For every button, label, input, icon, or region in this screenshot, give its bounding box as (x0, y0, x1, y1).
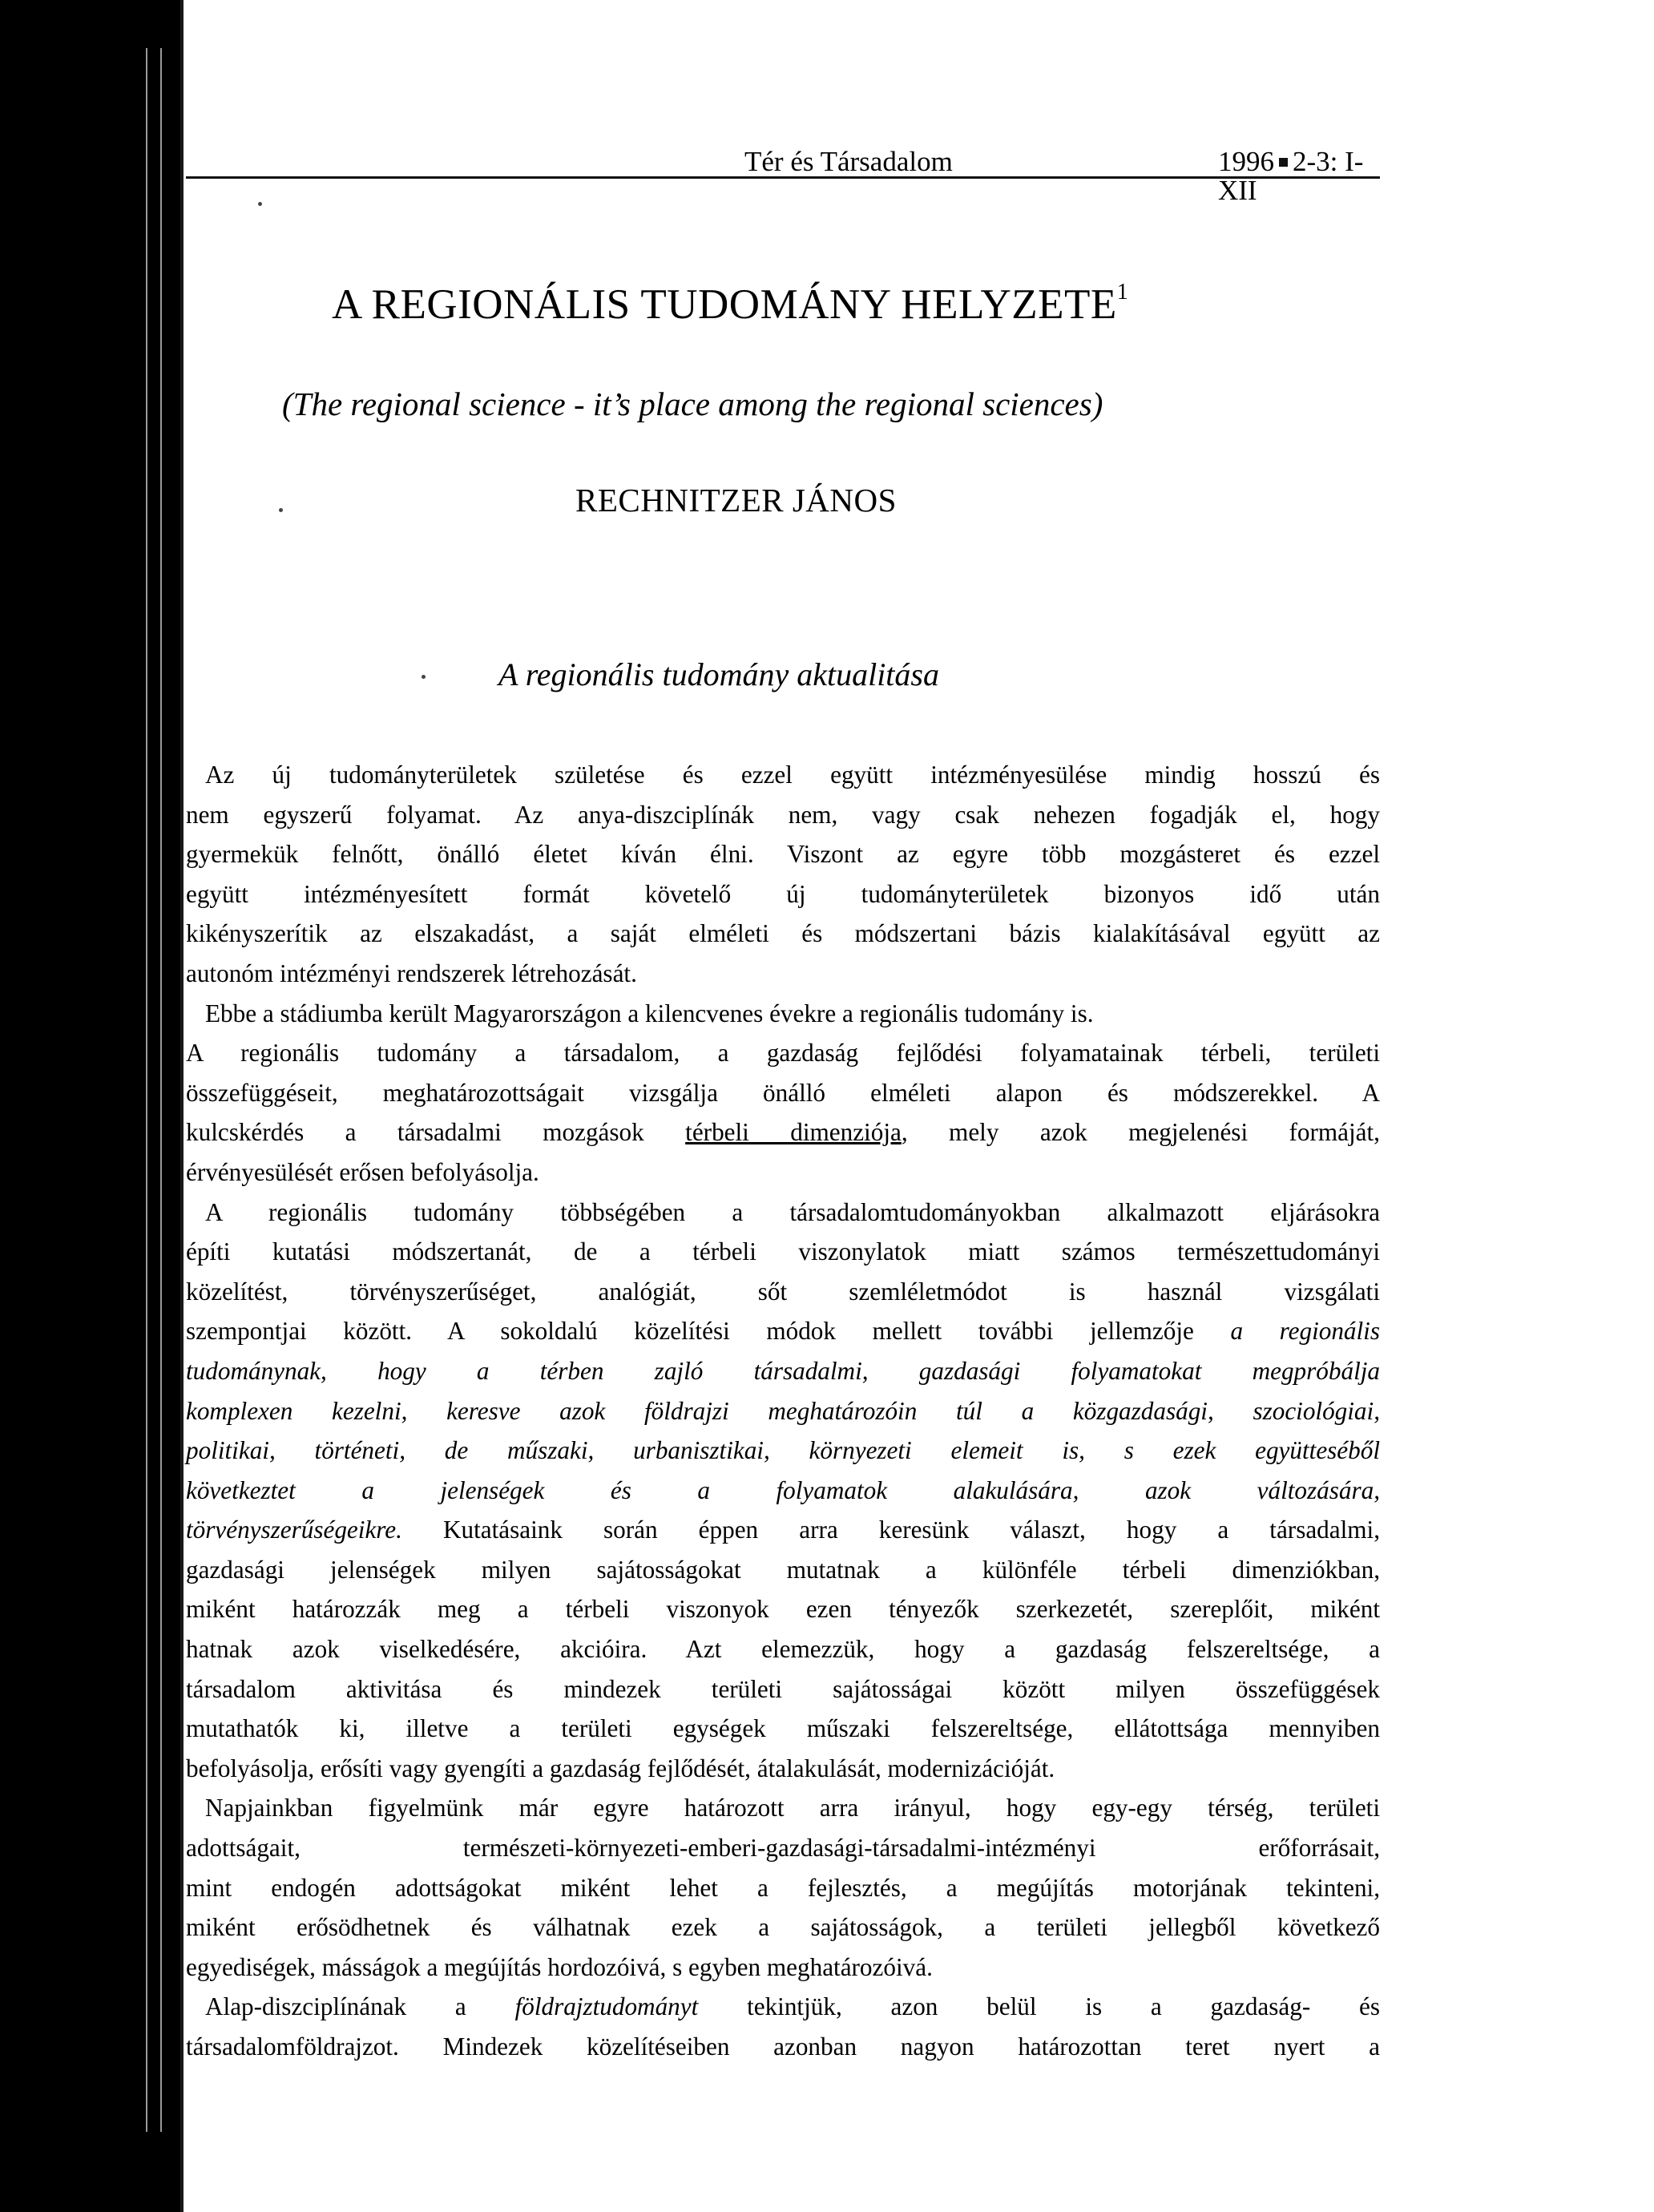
body-line: A regionális tudomány többségében a társadalomtudományokban alkalmazott eljárásokra (205, 1197, 1380, 1226)
square-bullet-icon (1279, 158, 1288, 167)
body-line: építi kutatási módszertanát, de a térbeli viszonylatok miatt számos természettudományi (186, 1237, 1380, 1266)
body-line: Az új tudományterületek születése és ezzel együtt intézményesülése mindig hosszú és (205, 761, 1380, 789)
body-line: A regionális tudomány a társadalom, a gazdaság fejlődési folyamatainak térbeli, területi (186, 1039, 1380, 1068)
body-line (186, 1987, 1380, 2027)
scan-speck (258, 202, 262, 206)
article-title (332, 281, 1128, 329)
italic-phrase: a regionális (1230, 1317, 1380, 1346)
body-line: érvényesülését erősen befolyásolja. (186, 1157, 539, 1186)
body-line: gazdasági jelenségek milyen sajátosságokat mutatnak a különféle térbeli dimenziókban, (186, 1555, 1380, 1584)
text-run: , mely azok megjelenési formáját, (901, 1118, 1380, 1147)
text-run: szempontjai között. A sokoldalú közelítési módok mellett további jellemzője (186, 1317, 1231, 1346)
footnote-ref: 1 (1116, 280, 1129, 305)
scan-line (146, 48, 147, 2132)
text-run: kulcskérdés a társadalmi mozgások (186, 1118, 686, 1147)
body-line: kikényszerítik az elszakadást, a saját elméleti és módszertani bázis kialakításával együtt az (186, 919, 1380, 948)
body-line: együtt intézményesített formát követelő új tudományterületek bizonyos idő után (186, 879, 1380, 908)
body-line: komplexen kezelni, keresve azok földrajzi meghatározóin túl a közgazdasági, szociológiai, (186, 1396, 1380, 1425)
text-run: Alap-diszciplínának a (205, 1992, 515, 2021)
body-line: gyermekük felnőtt, önálló életet kíván élni. Viszont az egyre több mozgásteret és ezzel (186, 840, 1380, 869)
body-line: mutathatók ki, illetve a területi egységek műszaki felszereltsége, ellátottsága mennyiben (186, 1714, 1380, 1743)
body-line (186, 1112, 1380, 1152)
body-line (186, 1510, 1380, 1550)
body-text (186, 755, 1380, 2067)
body-line: miként határozzák meg a térbeli viszonyok ezen tényezők szerkezetét, szereplőit, miként (186, 1595, 1380, 1624)
body-line: miként erősödhetnek és válhatnak ezek a sajátosságok, a területi jellegből következő (186, 1913, 1380, 1942)
article-subtitle: (The regional science - it’s place among the regional sciences) (282, 385, 1103, 422)
body-line: Napjainkban figyelmünk már egyre határozott arra irányul, hogy egy-egy térség, területi (205, 1794, 1380, 1822)
issue-info (1218, 147, 1380, 205)
body-line: társadalom aktivitása és mindezek területi sajátosságai között milyen összefüggések (186, 1674, 1380, 1703)
body-line (186, 1311, 1380, 1351)
journal-name: Tér és Társadalom (744, 146, 953, 177)
body-line: összefüggéseit, meghatározottságait vizsgálja önálló elméleti alapon és módszerekkel. A (186, 1078, 1380, 1107)
scan-speck (279, 508, 283, 512)
body-line: adottságait, természeti-környezeti-emberi-gazdasági-társadalmi-intézményi erőforrásait, (186, 1834, 1380, 1863)
section-heading: A regionális tudomány aktualitása (498, 656, 939, 692)
body-line: mint endogén adottságokat miként lehet a fejlesztés, a megújítás motorjának tekinteni, (186, 1873, 1380, 1902)
body-line: befolyásolja, erősíti vagy gyengíti a gazdaság fejlődését, átalakulását, modernizációját. (186, 1754, 1055, 1782)
article-title-text: A REGIONÁLIS TUDOMÁNY HELYZETE (332, 281, 1117, 328)
body-line: hatnak azok viselkedésére, akcióira. Azt elemezzük, hogy a gazdaság felszereltsége, a (186, 1635, 1380, 1664)
scan-line (160, 48, 162, 2132)
running-header (186, 146, 1380, 206)
text-run: Kutatásaink során éppen arra keresünk választ, hogy a társadalmi, (401, 1516, 1380, 1544)
author-name: RECHNITZER JÁNOS (575, 482, 897, 519)
body-line: társadalomföldrajzot. Mindezek közelítéseiben azonban nagyon határozottan teret nyert a (186, 2032, 1380, 2061)
body-line: politikai, történeti, de műszaki, urbanisztikai, környezeti elemeit is, s ezek együtteséből (186, 1436, 1380, 1465)
underlined-phrase: térbeli dimenziója (685, 1118, 902, 1147)
body-line: autonóm intézményi rendszerek létrehozását. (186, 959, 637, 987)
text-run: tekintjük, azon belül is a gazdaság- és (698, 1992, 1380, 2021)
issue-year: 1996 (1218, 146, 1274, 177)
page-edge-rule (180, 0, 184, 2212)
body-line: tudománynak, hogy a térben zajló társadalmi, gazdasági folyamatokat megpróbálja (186, 1356, 1380, 1385)
body-line: közelítést, törvényszerűséget, analógiát, sőt szemléletmódot is használ vizsgálati (186, 1277, 1380, 1306)
body-line: egyediségek, másságok a megújítás hordozóivá, s egyben meghatározóivá. (186, 1952, 933, 1981)
body-line: Ebbe a stádiumba került Magyarországon a kilencvenes évekre a regionális tudomány is. (205, 999, 1094, 1027)
body-line: következtet a jelenségek és a folyamatok alakulására, azok változására, (186, 1475, 1380, 1504)
body-line: nem egyszerű folyamat. Az anya-diszciplínák nem, vagy csak nehezen fogadják el, hogy (186, 800, 1380, 829)
italic-phrase: földrajztudományt (514, 1992, 699, 2021)
issue-pages: 2-3: I-XII (1218, 146, 1364, 206)
italic-phrase: törvényszerűségeikre. (186, 1516, 402, 1544)
scan-speck (422, 675, 426, 679)
